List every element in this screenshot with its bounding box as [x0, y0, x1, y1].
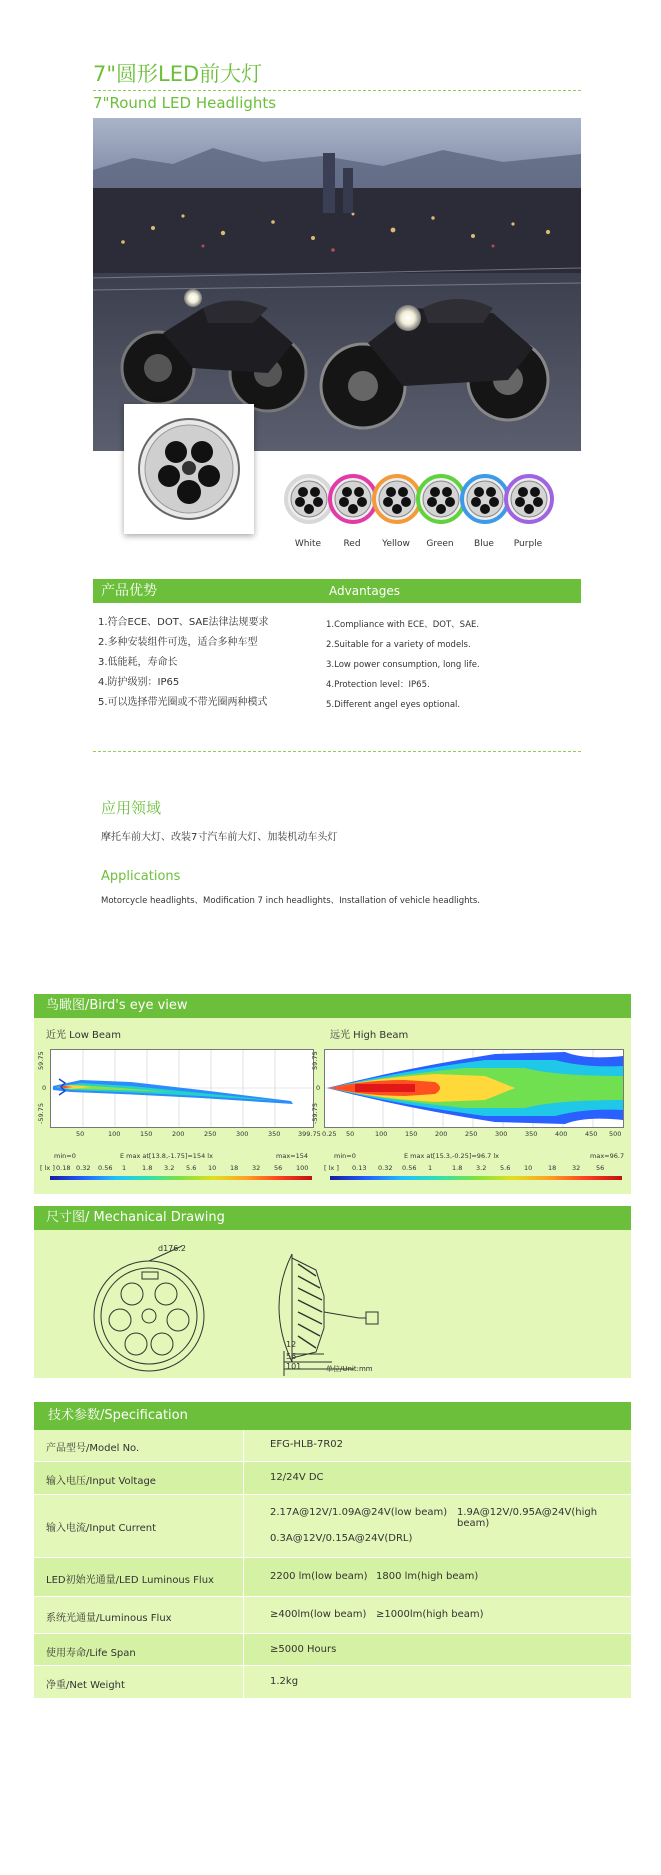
- low-y-top: 59.75: [37, 1051, 45, 1070]
- tick: 200: [172, 1130, 185, 1138]
- high-y-mid: 0: [316, 1084, 321, 1092]
- high-min: min=0: [334, 1152, 356, 1160]
- high-color-scale: [330, 1176, 622, 1180]
- birdseye-header: 鸟瞰图/Bird's eye view: [34, 994, 631, 1018]
- list-item: 2.Suitable for a variety of models.: [326, 640, 471, 650]
- high-beam-plot: [324, 1049, 624, 1128]
- tick: 399.75: [298, 1130, 321, 1138]
- tick: 1: [122, 1164, 127, 1172]
- tick: 150: [405, 1130, 418, 1138]
- headlight-ring-icon: [503, 473, 555, 525]
- tick: 32: [572, 1164, 581, 1172]
- tick: 0.25: [322, 1130, 337, 1138]
- spec-value: EFG-HLB-7R02: [270, 1439, 344, 1450]
- tick: 1.8: [452, 1164, 463, 1172]
- spec-key: 使用寿命/Life Span: [46, 1648, 136, 1659]
- tick: 150: [140, 1130, 153, 1138]
- spec-value: 1.2kg: [270, 1676, 299, 1687]
- tick: 56: [274, 1164, 283, 1172]
- high-lx-label: [ lx ]: [324, 1164, 339, 1172]
- tick: 200: [435, 1130, 448, 1138]
- table-row: [34, 1634, 631, 1666]
- list-item: 1.符合ECE、DOT、SAE法律法规要求: [98, 617, 269, 628]
- advantages-title-cn: 产品优势: [101, 583, 157, 599]
- low-color-scale: [50, 1176, 312, 1180]
- applications-text-cn: 摩托车前大灯、改装7寸汽车前大灯、加装机动车头灯: [101, 832, 338, 843]
- page-title-cn: 7"圆形LED前大灯: [93, 62, 263, 86]
- tick: 0.18: [56, 1164, 71, 1172]
- table-row: [34, 1462, 631, 1495]
- tick: 100: [296, 1164, 309, 1172]
- tick: 0.32: [378, 1164, 393, 1172]
- advantages-list-en: [326, 615, 576, 715]
- advantages-title-en: Advantages: [329, 584, 400, 598]
- tick: 400: [555, 1130, 568, 1138]
- spec-title: 技术参数/Specification: [48, 1408, 188, 1423]
- list-item: 1.Compliance with ECE、DOT、SAE.: [326, 620, 480, 630]
- low-emax: E max at[13.8,-1.75]=154 lx: [120, 1152, 213, 1160]
- mechanical-drawing-svg: [54, 1236, 614, 1376]
- high-emax: E max at[15.3,-0.25]=96.7 lx: [404, 1152, 499, 1160]
- advantages-list-cn: [98, 613, 318, 713]
- spec-key: 输入电流/Input Current: [46, 1523, 156, 1534]
- spec-value: ≥5000 Hours: [270, 1644, 337, 1655]
- spec-value: ≥1000lm(high beam): [376, 1609, 484, 1620]
- list-item: 3.低能耗，寿命长: [98, 657, 178, 668]
- tick: 3.2: [164, 1164, 175, 1172]
- list-item: 4.Protection level：IP65.: [326, 680, 430, 690]
- spec-value: 12/24V DC: [270, 1472, 324, 1483]
- hero-motorcycle-image: [93, 118, 581, 451]
- headlight-closeup: [124, 404, 254, 534]
- tick: 0.56: [98, 1164, 113, 1172]
- birdseye-section: [34, 994, 631, 1194]
- spec-key: 输入电压/Input Voltage: [46, 1476, 156, 1487]
- tick: 500: [609, 1130, 622, 1138]
- diameter-label: d176.2: [158, 1244, 186, 1253]
- ring-label: Green: [426, 539, 454, 549]
- tick: 350: [268, 1130, 281, 1138]
- spec-value: 1.9A@12V/0.95A@24V(high beam): [457, 1507, 598, 1529]
- spec-value: ≥400lm(low beam): [270, 1609, 367, 1620]
- tick: 350: [525, 1130, 538, 1138]
- dim-12: 12: [286, 1340, 297, 1349]
- tick: 300: [236, 1130, 249, 1138]
- page-title-en: 7"Round LED Headlights: [93, 94, 277, 112]
- list-item: 3.Low power consumption, long life.: [326, 660, 480, 670]
- list-item: 4.防护级别：IP65: [98, 677, 180, 688]
- spec-value: 0.3A@12V/0.15A@24V(DRL): [270, 1533, 413, 1544]
- table-row: [34, 1597, 631, 1634]
- ring-label: Yellow: [382, 539, 410, 549]
- tick: 250: [465, 1130, 478, 1138]
- divider: [93, 751, 581, 752]
- ring-label: White: [294, 539, 322, 549]
- tick: 250: [204, 1130, 217, 1138]
- ring-variant-purple: [503, 473, 555, 549]
- spec-header: [34, 1402, 631, 1430]
- tick: 450: [585, 1130, 598, 1138]
- tick: 50: [76, 1130, 85, 1138]
- unit-label: 单位/Unit:mm: [326, 1365, 373, 1373]
- high-max: max=96.7: [590, 1152, 625, 1160]
- applications-title-en: Applications: [101, 869, 181, 884]
- low-min: min=0: [54, 1152, 76, 1160]
- low-beam-plot: [50, 1049, 314, 1128]
- tick: 10: [208, 1164, 217, 1172]
- tick: 1: [428, 1164, 433, 1172]
- high-y-top: 59.75: [311, 1051, 319, 1070]
- tick: 18: [230, 1164, 239, 1172]
- tick: 5.6: [186, 1164, 197, 1172]
- list-item: 2.多种安装组件可选，适合多种车型: [98, 637, 258, 648]
- mechanical-header: 尺寸图/ Mechanical Drawing: [34, 1206, 631, 1230]
- low-y-mid: 0: [42, 1084, 47, 1092]
- tick: 0.32: [76, 1164, 91, 1172]
- spec-key: 系统光通量/Luminous Flux: [46, 1613, 172, 1624]
- ring-label: Red: [343, 539, 361, 549]
- low-beam-label: 近光 Low Beam: [46, 1030, 121, 1041]
- spec-key: 产品型号/Model No.: [46, 1443, 140, 1454]
- table-row: [34, 1495, 631, 1558]
- table-row: [34, 1430, 631, 1462]
- tick: 300: [495, 1130, 508, 1138]
- spec-key: LED初始光通量/LED Luminous Flux: [46, 1575, 214, 1586]
- list-item: 5.Different angel eyes optional.: [326, 700, 461, 710]
- tick: 50: [346, 1130, 355, 1138]
- table-row: [34, 1666, 631, 1699]
- low-y-bot: -59.75: [37, 1103, 45, 1124]
- spec-value: 2200 lm(low beam): [270, 1571, 368, 1582]
- tick: 0.13: [352, 1164, 367, 1172]
- tick: 3.2: [476, 1164, 487, 1172]
- tick: 56: [596, 1164, 605, 1172]
- ring-label: Purple: [513, 539, 543, 549]
- high-y-bot: -59.75: [311, 1103, 319, 1124]
- low-max: max=154: [276, 1152, 309, 1160]
- table-row: [34, 1558, 631, 1597]
- advantages-header: [93, 579, 581, 603]
- list-item: 5.可以选择带光圈或不带光圈两种模式: [98, 697, 268, 708]
- mechanical-section: [34, 1206, 631, 1378]
- tick: 100: [375, 1130, 388, 1138]
- tick: 100: [108, 1130, 121, 1138]
- spec-value: 1800 lm(high beam): [376, 1571, 479, 1582]
- ring-label: Blue: [474, 539, 494, 549]
- spec-key: 净重/Net Weight: [46, 1680, 125, 1691]
- tick: 10: [524, 1164, 533, 1172]
- spec-value: 2.17A@12V/1.09A@24V(low beam): [270, 1507, 448, 1518]
- low-lx-label: [ lx ]: [40, 1164, 55, 1172]
- tick: 5.6: [500, 1164, 511, 1172]
- applications-text-en: Motorcycle headlights、Modification 7 inch headlights、Installation of vehicle headlights.: [101, 896, 480, 906]
- dim-56: 56: [286, 1352, 297, 1361]
- divider: [93, 90, 581, 91]
- tick: 0.56: [402, 1164, 417, 1172]
- dim-101: 101: [286, 1362, 302, 1371]
- high-beam-label: 远光 High Beam: [330, 1030, 409, 1041]
- applications-title-cn: 应用领域: [101, 799, 162, 817]
- tick: 18: [548, 1164, 557, 1172]
- tick: 1.8: [142, 1164, 153, 1172]
- tick: 32: [252, 1164, 261, 1172]
